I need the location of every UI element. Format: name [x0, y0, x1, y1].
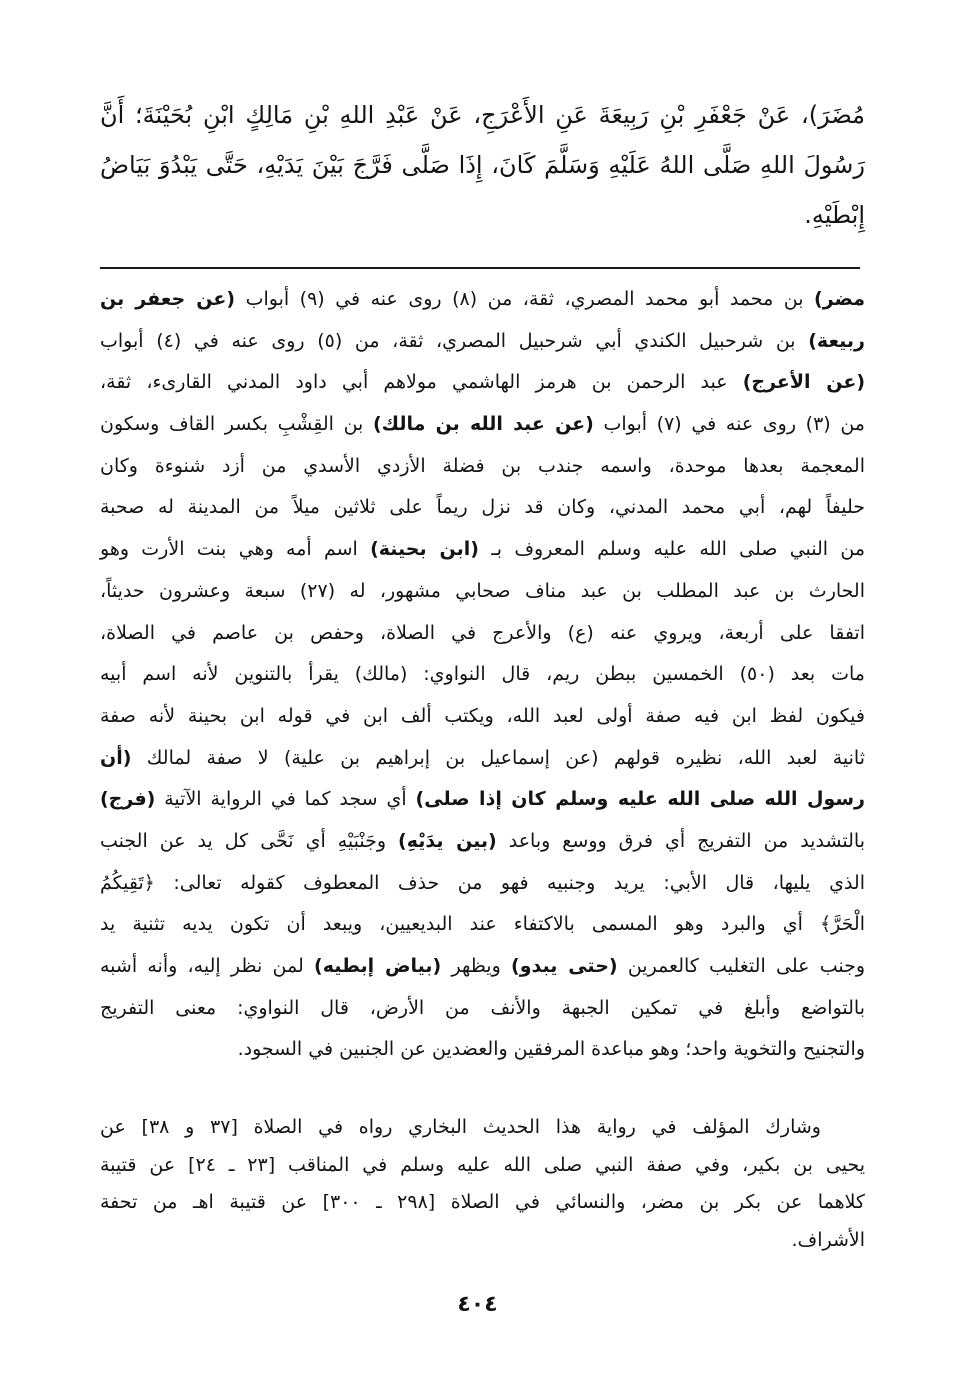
footnote-divider	[100, 267, 860, 269]
text-run: بن شرحبيل الكندي أبي شرحبيل المصري، ثقة، من (٥) روى عنه في (٤) أبواب	[100, 329, 809, 352]
commentary-line	[100, 696, 865, 738]
commentary-line	[100, 613, 865, 655]
commentary-line	[100, 946, 865, 988]
commentary-line	[100, 529, 865, 571]
bold-term: (ابن بحينة)	[370, 538, 479, 561]
commentary-line	[100, 321, 865, 363]
takhrij-line	[100, 1184, 865, 1222]
text-run: إِبْطَيْهِ.	[804, 201, 865, 229]
hadith-line	[100, 90, 865, 140]
bold-term: (حتى يبدو)	[511, 955, 618, 977]
commentary-line	[100, 571, 865, 613]
bold-term: رسول الله صلى الله عليه وسلم كان إذا صلى)	[415, 788, 865, 811]
text-run: الذي يليها، قال الأبي: يريد وجنبيه فهو من حذف المعطوف كقوله تعالى: ﴿تَقِيكُمُ	[100, 871, 865, 894]
text-run: بن القِشْبِ بكسر القاف وسكون	[100, 413, 373, 436]
text-run: فيكون لفظ ابن فيه صفة أولى لعبد الله، ويكتب ألف ابن في قوله ابن بحينة لأنه صفة	[100, 704, 865, 727]
commentary-line	[100, 487, 865, 529]
text-run: من (٣) روى عنه في (٧) أبواب	[593, 413, 865, 436]
commentary-line	[100, 279, 865, 321]
commentary-line	[100, 654, 865, 696]
takhrij-line	[100, 1147, 865, 1185]
text-run: والتجنيح والتخوية واحد؛ وهو مباعدة المرفقين والعضدين عن الجنبين في السجود.	[237, 1038, 865, 1061]
text-run: وجنب على التغليب كالعمرين	[617, 955, 866, 977]
commentary-line	[100, 362, 865, 404]
hadith-line	[100, 190, 865, 240]
bold-term: (عن جعفر بن	[100, 288, 236, 310]
bold-term: ربيعة)	[808, 329, 865, 352]
hadith-line	[100, 140, 865, 190]
text-run: ثانية لعبد الله، نظيره قولهم (عن إسماعيل بن إبراهيم بن علية) لا صفة لمالك	[131, 746, 865, 769]
bold-term: (عن الأعرج)	[742, 371, 866, 394]
hadith-text	[100, 90, 865, 240]
text-run: ويظهر	[441, 955, 512, 977]
text-run: رَسُولَ اللهِ صَلَّى اللهُ عَلَيْهِ وَسَلَّمَ كَانَ، إِذَا صَلَّى فَرَّجَ بَيْنَ يَدَيْهِ، حَتَّى يَبْدُوَ بَيَاضُ	[100, 151, 865, 179]
text-run: وجَنْبَيْهِ أي نَحَّى كل يد عن الجنب	[100, 829, 399, 852]
commentary-text	[100, 279, 865, 1071]
commentary-line	[100, 821, 865, 863]
takhrij-note	[100, 1109, 865, 1259]
bold-term: (فرج)	[100, 788, 156, 811]
text-run: اسم أمه وهي بنت الأرت وهو	[100, 538, 371, 561]
text-run: اتفقا على أربعة، ويروي عنه (ع) والأعرج في الصلاة، وحفص بن عاصم في الصلاة،	[100, 621, 865, 644]
text-run: وشارك المؤلف في رواية هذا الحديث البخاري رواه في الصلاة [٣٧ و ٣٨] عن	[100, 1116, 821, 1138]
bold-term: (أن	[100, 746, 132, 769]
text-run: يحيى بن بكير، وفي صفة النبي صلى الله عليه وسلم في المناقب [٢٣ ـ ٢٤] عن قتيبة	[100, 1153, 865, 1176]
text-run: بالتواضع وأبلغ في تمكين الجبهة والأنف من الأرض، قال النواوي: معنى التفريج	[100, 996, 865, 1019]
commentary-line	[100, 863, 865, 905]
text-run: أي سجد كما في الرواية الآتية	[155, 788, 416, 811]
text-run: لمن نظر إليه، وأنه أشبه	[100, 955, 315, 977]
bold-term: (عن عبد الله بن مالك)	[372, 413, 594, 436]
bold-term: (بياض إبطيه)	[314, 955, 442, 977]
text-run: عبد الرحمن بن هرمز الهاشمي مولاهم أبي داود المدني القارىء، ثقة،	[100, 371, 743, 394]
text-run: الْحَرَّ﴾ أي والبرد وهو المسمى بالاكتفاء عند البديعيين، ويبعد أن تكون يديه تثنية يد	[100, 913, 865, 936]
text-run: المعجمة بعدها موحدة، واسمه جندب بن فضلة الأزدي الأسدي من أزد شنوءة وكان	[100, 454, 865, 477]
commentary-line	[100, 779, 865, 821]
commentary-line	[100, 738, 865, 780]
text-run: كلاهما عن بكر بن مضر، والنسائي في الصلاة [٢٩٨ ـ ٣٠٠] عن قتيبة اهـ من تحفة	[100, 1191, 865, 1213]
text-run: بن محمد أبو محمد المصري، ثقة، من (٨) روى عنه في (٩) أبواب	[235, 288, 815, 310]
bold-term: (بين يدَيْهِ)	[398, 829, 497, 852]
takhrij-line	[100, 1109, 865, 1147]
page-number: ٤٠٤	[457, 1292, 498, 1317]
text-run: الحارث بن عبد المطلب بن عبد مناف صحابي مشهور، له (٢٧) سبعة وعشرون حديثاً،	[100, 579, 865, 602]
text-run: بالتشديد من التفريج أي فرق ووسع وباعد	[496, 829, 865, 852]
text-run: الأشراف.	[791, 1228, 865, 1251]
commentary-line	[100, 988, 865, 1030]
text-run: مات بعد (٥٠) الخمسين ببطن ريم، قال النواوي: (مالك) يقرأ بالتنوين لأنه اسم أبيه	[100, 663, 865, 686]
commentary-line	[100, 404, 865, 446]
bold-term: مضر)	[814, 288, 866, 310]
takhrij-line	[100, 1222, 865, 1260]
text-run: مُضَرَ)، عَنْ جَعْفَرِ بْنِ رَبِيعَةَ عَنِ الأَعْرَجِ، عَنْ عَبْدِ اللهِ بْنِ مَالِكٍ ابْنِ بُحَيْنَةَ؛ أَنَّ	[100, 101, 865, 129]
commentary-line	[100, 904, 865, 946]
commentary-line	[100, 446, 865, 488]
text-run: من النبي صلى الله عليه وسلم المعروف بـ	[478, 538, 866, 561]
commentary-line	[100, 1029, 865, 1071]
text-run: حليفاً لهم، أبي محمد المدني، وكان قد نزل ريماً على ثلاثين ميلاً من المدينة له صحبة	[100, 496, 865, 519]
